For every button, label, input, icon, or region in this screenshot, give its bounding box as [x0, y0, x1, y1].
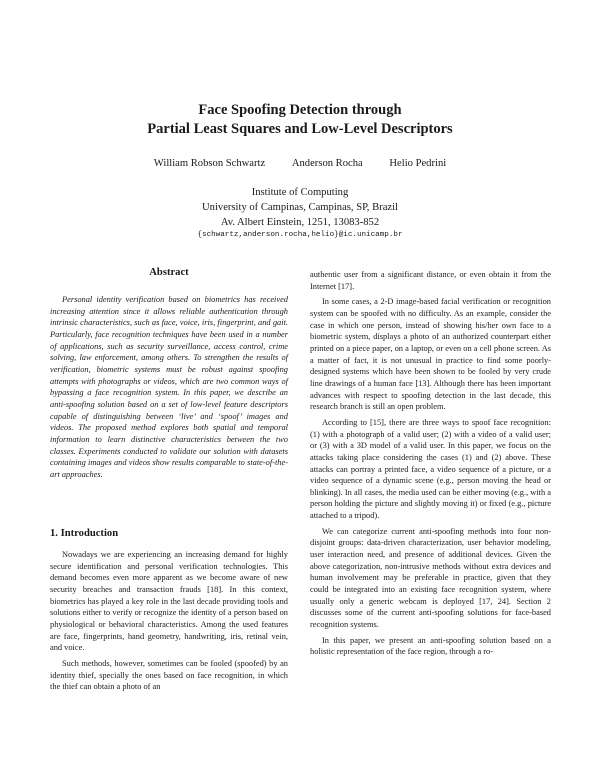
author-name: Anderson Rocha: [291, 158, 363, 169]
body-paragraph: We can categorize current anti-spoofing methods into four non-disjoint groups: data-driven characterization, user behavior modeling, user interaction need, and presence of additional devices. Given the above categorization, non-intrusive methods without extra devices and human involvement may be preferable in practice, given that they could be integrated into an existing face recognition system, where usually only a generic webcam is deployed [17, 24]. Section 2 discusses some of the current anti-spoofing solutions for face-based recognition systems.: [310, 526, 551, 630]
paper-title-line-2: Partial Least Squares and Low-Level Descriptors: [147, 121, 453, 137]
body-paragraph: Nowadays we are experiencing an increasing demand for highly secure identification and personal verification technologies. This demand becomes even more apparent as we become aware of new security breaches and transaction frauds [18]. In this context, biometrics has played a key role in the last decade providing tools and solutions either to verify or recognize the identity of a person based on physiological or behavioral characteristics. Among the used features are face, fingerprints, hand geometry, handwriting, iris, retinal vein, and voice.: [50, 550, 288, 653]
affiliation-university: University of Campinas, Campinas, SP, Brazil: [202, 202, 398, 213]
author-name: Helio Pedrini: [389, 158, 447, 169]
paper-title-line-1: Face Spoofing Detection through: [198, 102, 402, 118]
author-list: [0, 158, 600, 169]
body-paragraph: In some cases, a 2-D image-based facial verification or recognition system can be spoofed with no difficulty. As an example, consider the case in which one person, instead of showing his/her own face to a biometric system, displays a photo of an authorized counterpart either printed on a piece paper, on a laptop, or even on a cell phone screen. As a matter of fact, it is not unusual in practice to find some poorly-designed systems which have been shown to be fooled by very crude line drawings of a human face [13]. Although there has been important advances with respect to spoofing detection in the last decade, this research branch is still an open problem.: [310, 297, 551, 412]
body-paragraph: authentic user from a significant distance, or even obtain it from the Internet [17].: [310, 270, 551, 291]
affiliation-address: Av. Albert Einstein, 1251, 13083-852: [220, 217, 380, 228]
right-column-body: [310, 269, 551, 658]
affiliation-institute: Institute of Computing: [251, 187, 349, 198]
author-emails: {schwartz,anderson.rocha,helio}@ic.unicamp.br: [197, 231, 403, 239]
abstract-heading: Abstract: [149, 267, 189, 278]
author-name: William Robson Schwartz: [153, 158, 266, 169]
left-column-body: [50, 549, 288, 693]
abstract-body: [50, 294, 288, 481]
body-paragraph: According to [15], there are three ways to spoof face recognition: (1) with a photograph of a valid user; (2) with a video of a valid user; or (3) with a 3D model of a valid user. In this paper, we focus on the attacks taking place considering the cases (1) and (2) above. These attacks can portray a printed face, a video sequence of a picture, or a video sequence of a dynamic scene (e.g., person moving the head or blinking). In all cases, the media used can be either moving (e.g., with a person holding the picture and slightly moving it) or fixed (e.g., picture attached to a tripod).: [310, 417, 551, 521]
abstract-paragraph: Personal identity verification based on biometrics has received increasing attention since it allows reliable authentication through intrinsic characteristics, such as face, voice, iris, fingerprint, and gait. Particularly, face recognition techniques have been used in a number of applications, such as security surveillance, access control, crime solving, law enforcement, among others. To strengthen the results of verification, biometric systems must be robust against spoofing attempts with photographs or videos, which are two common ways of bypassing a face recognition system. In this paper, we describe an anti-spoofing solution based on a set of low-level feature descriptors capable of distinguishing between ‘live’ and ‘spoof’ images and videos. The proposed method explores both spatial and temporal information to learn distinctive characteristics between the two classes. Experiments conducted to validate our solution with datasets containing images and videos show results comparable to state-of-the-art approaches.: [50, 295, 288, 479]
section-heading-introduction: 1. Introduction: [50, 528, 119, 539]
body-paragraph: Such methods, however, sometimes can be fooled (spoofed) by an identity thief, specially the ones based on face recognition, in which the thief can obtain a photo of an: [50, 658, 288, 692]
body-paragraph: In this paper, we present an anti-spoofing solution based on a holistic representation of the face region, through a ro-: [310, 635, 551, 657]
